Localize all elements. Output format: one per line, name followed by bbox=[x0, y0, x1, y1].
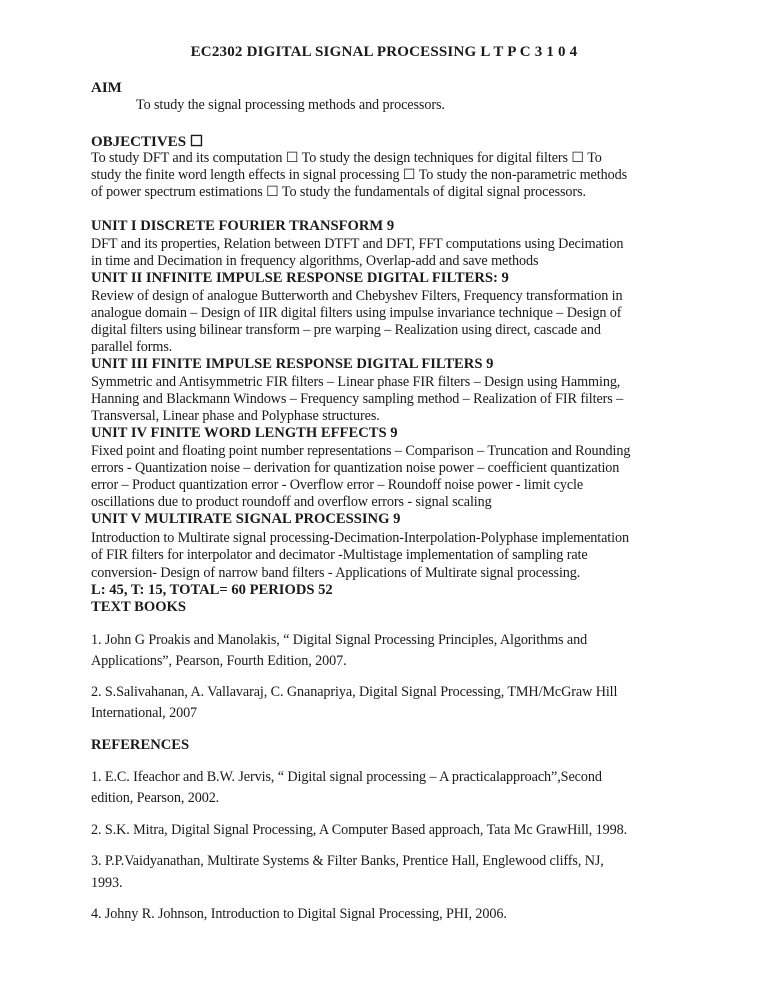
unit-2-heading: UNIT II INFINITE IMPULSE RESPONSE DIGITAL FILTERS: 9 bbox=[91, 270, 509, 286]
textbook-item: Applications”, Pearson, Fourth Edition, 2007. bbox=[91, 653, 347, 669]
unit-3-line: Transversal, Linear phase and Polyphase structures. bbox=[91, 408, 380, 424]
unit-2-line: digital filters using bilinear transform – pre warping – Realization using direct, cascade and bbox=[91, 322, 601, 338]
unit-5-line: conversion- Design of narrow band filters - Applications of Multirate signal processing. bbox=[91, 565, 581, 581]
objectives-line: study the finite word length effects in signal processing ☐ To study the non-parametric methods bbox=[91, 167, 627, 183]
reference-item: 4. Johny R. Johnson, Introduction to Digital Signal Processing, PHI, 2006. bbox=[91, 906, 507, 922]
unit-1-line: in time and Decimation in frequency algorithms, Overlap-add and save methods bbox=[91, 253, 539, 269]
objectives-line: To study DFT and its computation ☐ To study the design techniques for digital filters ☐ To bbox=[91, 150, 602, 166]
unit-5-heading: UNIT V MULTIRATE SIGNAL PROCESSING 9 bbox=[91, 511, 401, 527]
objectives-line: of power spectrum estimations ☐ To study the fundamentals of digital signal processors. bbox=[91, 184, 586, 200]
unit-2-line: analogue domain – Design of IIR digital filters using impulse invariance technique – Design of bbox=[91, 305, 622, 321]
reference-item: 1993. bbox=[91, 875, 123, 891]
periods-total: L: 45, T: 15, TOTAL= 60 PERIODS 52 bbox=[91, 582, 333, 598]
textbooks-heading: TEXT BOOKS bbox=[91, 599, 187, 615]
aim-text: To study the signal processing methods and processors. bbox=[136, 97, 445, 113]
unit-5-line: of FIR filters for interpolator and decimator -Multistage implementation of sampling rate bbox=[91, 547, 588, 563]
reference-item: edition, Pearson, 2002. bbox=[91, 790, 220, 806]
reference-item: 2. S.K. Mitra, Digital Signal Processing, A Computer Based approach, Tata Mc GrawHill, 1998. bbox=[91, 822, 628, 838]
unit-3-line: Hanning and Blackmann Windows – Frequency sampling method – Realization of FIR filters – bbox=[91, 391, 624, 407]
textbook-item: International, 2007 bbox=[91, 705, 198, 721]
unit-1-heading: UNIT I DISCRETE FOURIER TRANSFORM 9 bbox=[91, 218, 395, 234]
textbook-item: 1. John G Proakis and Manolakis, “ Digital Signal Processing Principles, Algorithms and bbox=[91, 632, 588, 648]
unit-4-line: oscillations due to product roundoff and overflow errors - signal scaling bbox=[91, 494, 492, 510]
references-heading: REFERENCES bbox=[91, 737, 190, 753]
objectives-heading: OBJECTIVES ☐ bbox=[91, 134, 204, 150]
unit-4-line: errors - Quantization noise – derivation for quantization noise power – coefficient quantization bbox=[91, 460, 620, 476]
reference-item: 1. E.C. Ifeachor and B.W. Jervis, “ Digital signal processing – A practicalapproach”,Second bbox=[91, 769, 602, 785]
unit-4-heading: UNIT IV FINITE WORD LENGTH EFFECTS 9 bbox=[91, 425, 398, 441]
unit-2-line: Review of design of analogue Butterworth and Chebyshev Filters, Frequency transformation in bbox=[91, 288, 623, 304]
reference-item: 3. P.P.Vaidyanathan, Multirate Systems & Filter Banks, Prentice Hall, Englewood cliffs, NJ, bbox=[91, 853, 604, 869]
unit-4-line: Fixed point and floating point number representations – Comparison – Truncation and Rounding bbox=[91, 443, 631, 459]
unit-4-line: error – Product quantization error - Overflow error – Roundoff noise power - limit cycle bbox=[91, 477, 584, 493]
unit-5-line: Introduction to Multirate signal processing-Decimation-Interpolation-Polyphase implementation bbox=[91, 530, 629, 546]
page-title: EC2302 DIGITAL SIGNAL PROCESSING L T P C 3 1 0 4 bbox=[190, 44, 578, 60]
aim-heading: AIM bbox=[91, 80, 122, 96]
unit-2-line: parallel forms. bbox=[91, 339, 173, 355]
unit-1-line: DFT and its properties, Relation between DTFT and DFT, FFT computations using Decimation bbox=[91, 236, 624, 252]
unit-3-heading: UNIT III FINITE IMPULSE RESPONSE DIGITAL FILTERS 9 bbox=[91, 356, 494, 372]
textbook-item: 2. S.Salivahanan, A. Vallavaraj, C. Gnanapriya, Digital Signal Processing, TMH/McGraw Hill bbox=[91, 684, 618, 700]
unit-3-line: Symmetric and Antisymmetric FIR filters – Linear phase FIR filters – Design using Hamming, bbox=[91, 374, 621, 390]
